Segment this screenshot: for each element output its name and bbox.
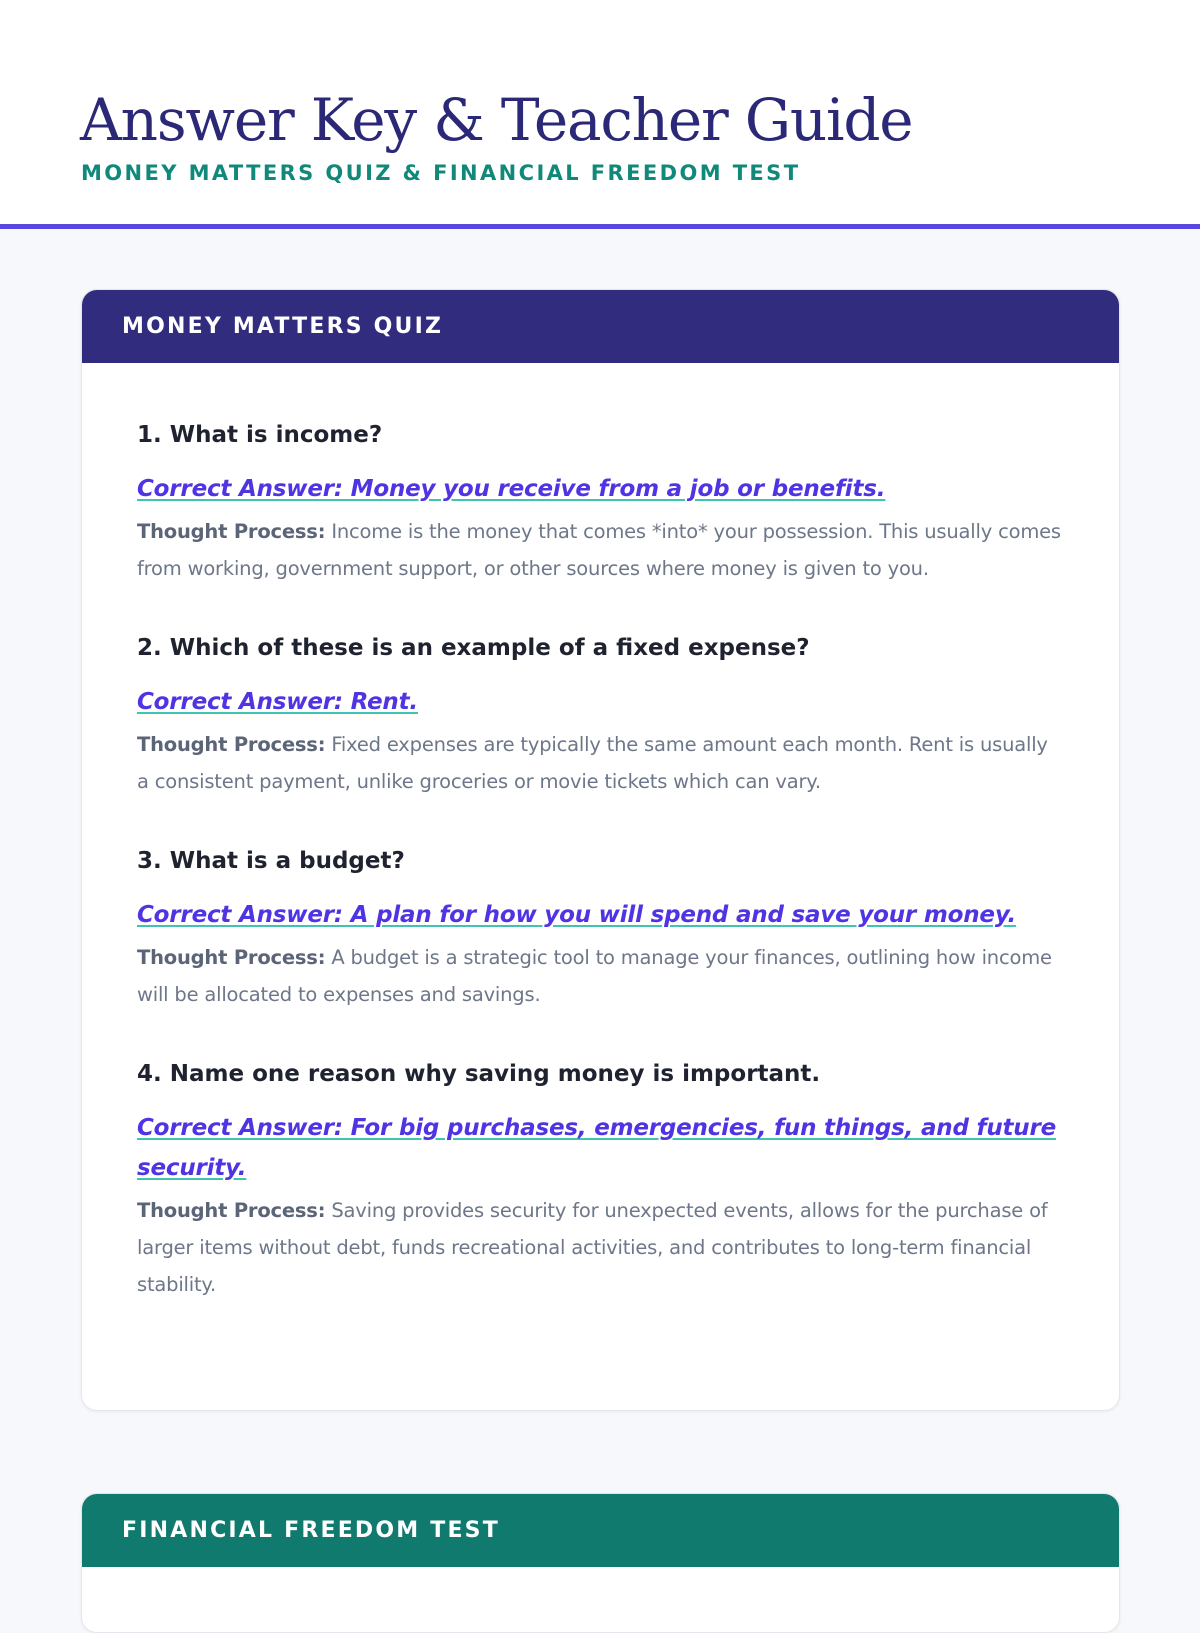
thought-process-label: Thought Process:	[137, 733, 326, 756]
thought-process	[137, 1192, 1065, 1303]
page-title: Answer Key & Teacher Guide	[80, 86, 913, 154]
thought-process-text: Saving provides security for unexpected events, allows for the purchase of larger items without debt, funds recreational activities, and contributes to long-term financial stability.	[137, 1199, 1048, 1296]
page-header	[0, 0, 1200, 229]
section-body	[82, 363, 1119, 1303]
qa-item-2	[137, 633, 1065, 800]
thought-process-text: Income is the money that comes *into* your possession. This usually comes from working, government support, or other sources where money is given to you.	[137, 520, 1061, 580]
question-text: 3. What is a budget?	[137, 848, 405, 874]
correct-answer-link[interactable]: Correct Answer: Rent.	[137, 689, 418, 715]
section-header-financial-freedom-test: FINANCIAL FREEDOM TEST	[82, 1494, 1119, 1567]
thought-process	[137, 726, 1065, 800]
page-subtitle: MONEY MATTERS QUIZ & FINANCIAL FREEDOM TEST	[81, 161, 801, 185]
thought-process-label: Thought Process:	[137, 520, 326, 543]
thought-process	[137, 939, 1065, 1013]
thought-process-label: Thought Process:	[137, 946, 326, 969]
question-text: 4. Name one reason why saving money is important.	[137, 1061, 821, 1087]
financial-freedom-test-section	[81, 1493, 1120, 1633]
thought-process-label: Thought Process:	[137, 1199, 326, 1222]
question-text: 2. Which of these is an example of a fixed expense?	[137, 635, 810, 661]
thought-process-text: A budget is a strategic tool to manage your finances, outlining how income will be allocated to expenses and savings.	[137, 946, 1052, 1006]
question-text: 1. What is income?	[137, 422, 383, 448]
correct-answer-link[interactable]: Correct Answer: For big purchases, emergencies, fun things, and future security.	[137, 1115, 1057, 1181]
section-header-money-matters-quiz: MONEY MATTERS QUIZ	[82, 290, 1119, 363]
thought-process	[137, 513, 1065, 587]
correct-answer-link[interactable]: Correct Answer: A plan for how you will spend and save your money.	[137, 902, 1017, 928]
qa-item-1	[137, 420, 1065, 587]
correct-answer-link[interactable]: Correct Answer: Money you receive from a job or benefits.	[137, 476, 886, 502]
qa-item-4	[137, 1059, 1065, 1303]
money-matters-quiz-section	[81, 289, 1120, 1411]
thought-process-text: Fixed expenses are typically the same amount each month. Rent is usually a consistent payment, unlike groceries or movie tickets which can vary.	[137, 733, 1048, 793]
qa-item-3	[137, 846, 1065, 1013]
